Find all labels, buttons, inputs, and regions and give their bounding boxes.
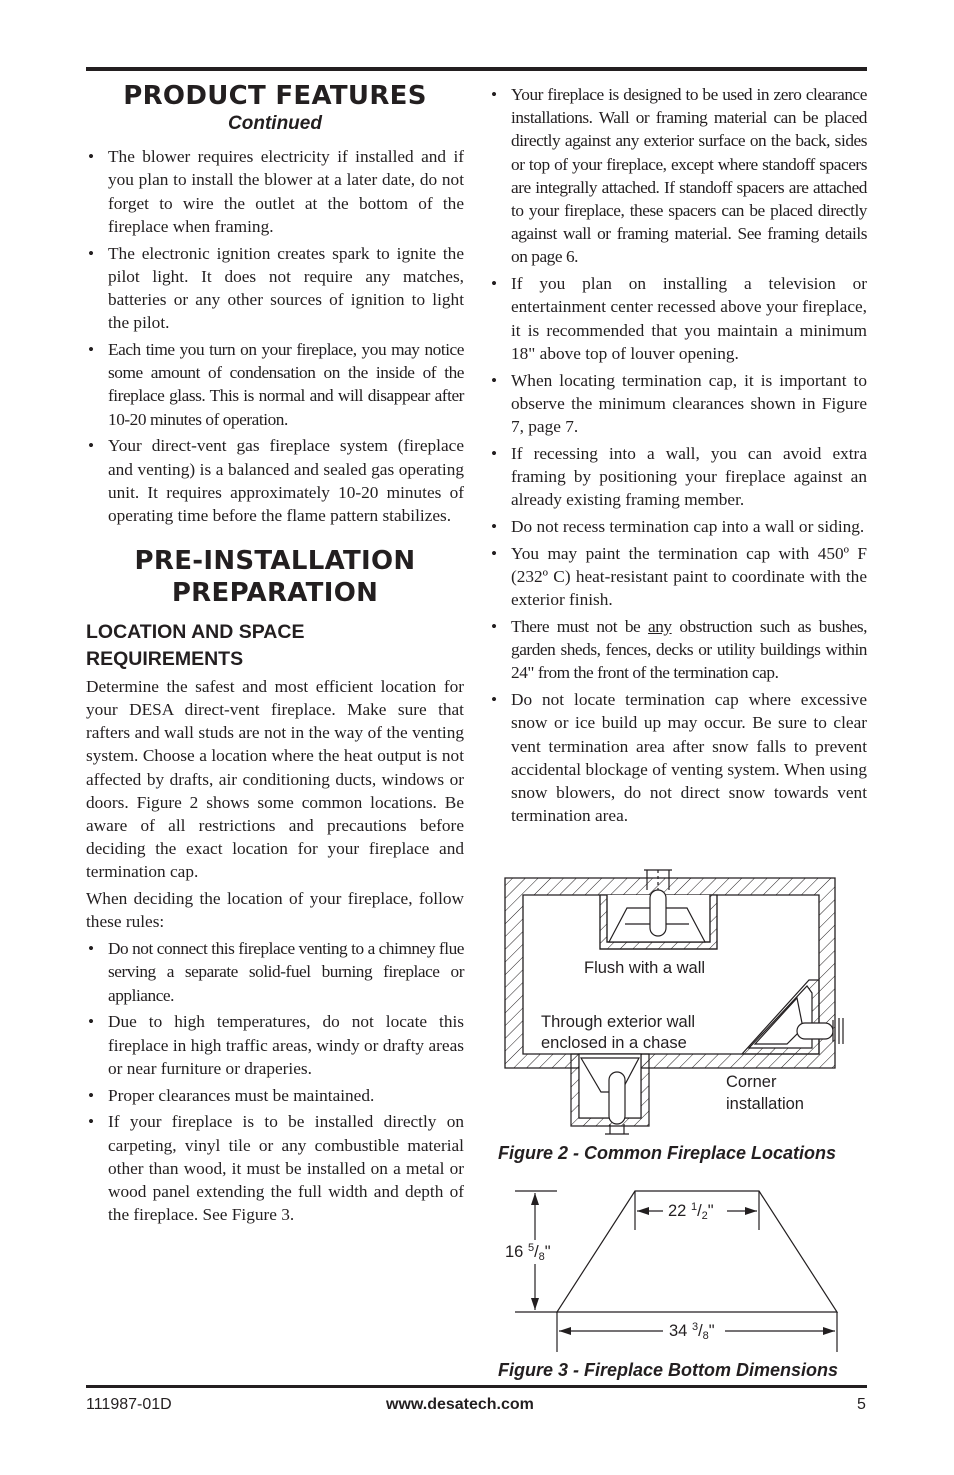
list-item: • If you plan on installing a television or entertainment center recessed above your fireplace, it is recommended that you maintain a minimum 18" above top of louver opening. xyxy=(489,272,867,365)
obstruction-text-end: obstruction such as bushes, garden sheds, fences, decks or utility buildings within 24" from the front of the termination cap. xyxy=(511,617,867,683)
label-corner: Corner xyxy=(726,1073,777,1091)
top-rule xyxy=(86,67,867,71)
title-line-1: PRE-INSTALLATION xyxy=(134,545,416,576)
list-item: • Your fireplace is designed to be used in zero clearance installations. Wall or framing material can be placed directly against any exterior surface on the back, sides or top of your fireplace, except where standoff spacers are integrally attached. If standoff spacers are attached to your fireplace, these spacers can be placed directly against wall or framing material. See framing details on page 6. xyxy=(489,83,867,269)
figure-2-caption: Figure 2 - Common Fireplace Locations xyxy=(498,1143,837,1163)
left-column xyxy=(86,80,464,1230)
label-flush-with-wall: Flush with a wall xyxy=(584,959,706,977)
list-item: • The blower requires electricity if installed and if you plan to install the blower at a later date, do not forget to wire the outlet at the bottom of the fireplace when framing. xyxy=(86,145,464,238)
list-item: • Due to high temperatures, do not locate this fireplace in high traffic areas, windy or drafty areas or near furniture or draperies. xyxy=(86,1010,464,1080)
installation-notes-list xyxy=(489,83,867,827)
arrow-head xyxy=(559,1327,571,1335)
list-item: • Do not connect this fireplace venting to a chimney flue serving a separate solid-fuel burning fireplace or appliance. xyxy=(86,937,464,1007)
obstruction-text-start: There must not be xyxy=(511,617,648,637)
arrow-head xyxy=(531,1298,539,1310)
rules-intro-paragraph: When deciding the location of your fireplace, follow these rules: xyxy=(86,889,464,932)
title-line-2: PREPARATION xyxy=(171,577,379,608)
figure-3-caption: Figure 3 - Fireplace Bottom Dimensions xyxy=(498,1360,839,1380)
arrow-head xyxy=(745,1207,757,1215)
list-item: • If your fireplace is to be installed directly on carpeting, vinyl tile or any combustible material other than wood, it must be installed on a metal or wood panel extending the full width and depth of the fireplace. See Figure 3. xyxy=(86,1110,464,1226)
list-item: • Do not locate termination cap where excessive snow or ice build up may occur. Be sure to clear vent termination area after snow falls to prevent accidental blockage of venting system. When using snow blowers, do not direct snow towards vent termination area. xyxy=(489,688,867,827)
figure-3-bottom-dimensions-diagram xyxy=(497,1182,857,1357)
section-title-pre-installation xyxy=(86,545,464,609)
chase-fireplace xyxy=(571,1054,649,1134)
dimension-top-width: 22 $^1$/2" xyxy=(668,1201,714,1222)
right-column xyxy=(489,83,867,831)
list-item: • You may paint the termination cap with 450º F (232º C) heat-resistant paint to coordinate with the exterior finish. xyxy=(489,542,867,612)
label-through-exterior-wall: Through exterior wall xyxy=(541,1013,696,1031)
list-item: • When locating termination cap, it is important to observe the minimum clearances shown in Figure 7, page 7. xyxy=(489,369,867,439)
list-item: • If recessing into a wall, you can avoid extra framing by positioning your fireplace against an already existing framing member. xyxy=(489,442,867,512)
subsection-title-location: LOCATION AND SPACE REQUIREMENTS xyxy=(86,620,305,670)
rules-list xyxy=(86,937,464,1226)
document-number: 111987-01D xyxy=(86,1396,172,1413)
list-item: • Proper clearances must be maintained. xyxy=(86,1084,464,1107)
label-enclosed-in-chase: enclosed in a chase xyxy=(541,1034,687,1052)
label-installation: installation xyxy=(726,1095,804,1113)
list-item: • Each time you turn on your fireplace, you may notice some amount of condensation on the inside of the fireplace glass. This is normal and will disappear after 10-20 minutes of operation. xyxy=(86,338,464,431)
location-paragraph: Determine the safest and most efficient location for your DESA direct-vent fireplace. Make sure that rafters and wall studs are not in the way of the venting system. Choose a location where the heat output is not affected by drafts, air conditioning ducts, windows or doors. Figure 2 shows some common locations. Be aware of all restrictions and precautions before deciding the exact location for your fireplace and termination cap. xyxy=(86,676,464,882)
dimension-depth: 16 $^5$/8" xyxy=(505,1242,551,1263)
list-item: • The electronic ignition creates spark to ignite the pilot light. It does not require any matches, batteries or any other sources of ignition to light the pilot. xyxy=(86,242,464,335)
section-title-product-features: PRODUCT FEATURES xyxy=(123,81,427,111)
arrow-head xyxy=(637,1207,649,1215)
list-item: • Do not recess termination cap into a wall or siding. xyxy=(489,515,867,538)
arrow-head xyxy=(823,1327,835,1335)
dimension-bottom-width: 34 $^3$/8" xyxy=(669,1321,715,1342)
website-link[interactable]: www.desatech.com xyxy=(386,1396,534,1413)
bottom-rule xyxy=(86,1385,867,1388)
section-subtitle-continued: Continued xyxy=(228,113,322,134)
obstruction-emphasis: any xyxy=(648,617,672,637)
figure-2-fireplace-locations-diagram xyxy=(497,868,857,1140)
features-list xyxy=(86,145,464,527)
page-number: 5 xyxy=(857,1396,866,1413)
arrow-head xyxy=(531,1193,539,1205)
list-item: • Your direct-vent gas fireplace system (fireplace and venting) is a balanced and sealed gas operating unit. It requires approximately 10-20 minutes of operating time before the flame pattern stabilizes. xyxy=(86,434,464,527)
list-item xyxy=(489,615,867,685)
